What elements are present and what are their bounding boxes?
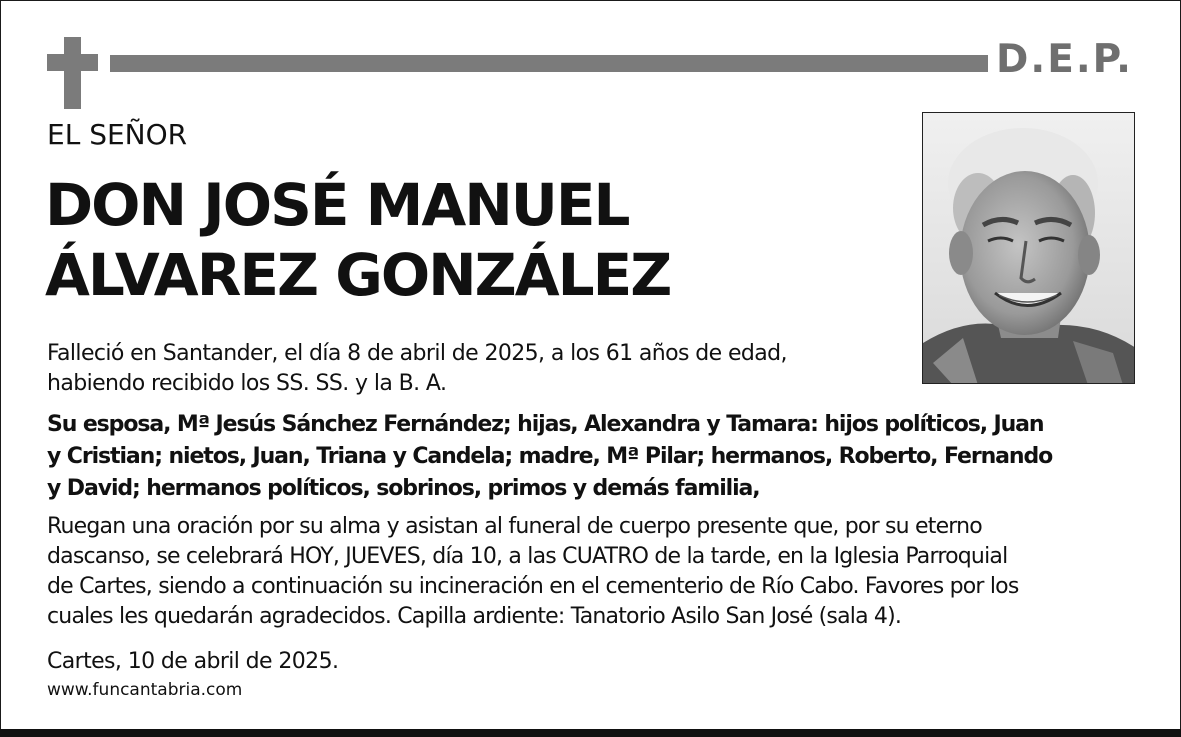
death-notice-line-2: habiendo recibido los SS. SS. y la B. A. xyxy=(47,371,447,396)
website-link[interactable]: www.funcantabria.com xyxy=(47,680,243,700)
deceased-name xyxy=(45,170,670,310)
funeral-line-3: de Cartes, siendo a continuación su incineración en el cementerio de Río Cabo. Favores por los xyxy=(47,574,1019,599)
bottom-border xyxy=(0,729,1181,737)
deceased-name-line-1: DON JOSÉ MANUEL xyxy=(45,171,629,239)
place-date: Cartes, 10 de abril de 2025. xyxy=(47,649,339,674)
funeral-details xyxy=(47,512,1142,632)
family-line-3: y David; hermanos políticos, sobrinos, primos y demás familia, xyxy=(47,476,760,501)
header-rule xyxy=(110,55,988,72)
death-notice-line-1: Falleció en Santander, el día 8 de abril de 2025, a los 61 años de edad, xyxy=(47,341,787,366)
honorific: EL SEÑOR xyxy=(47,118,188,151)
cross-icon xyxy=(47,37,98,109)
funeral-line-4: cuales les quedarán agradecidos. Capilla ardiente: Tanatorio Asilo San José (sala 4). xyxy=(47,604,902,629)
family-line-2: y Cristian; nietos, Juan, Triana y Candela; madre, Mª Pilar; hermanos, Roberto, Fernando xyxy=(47,444,1053,469)
dep-label: D.E.P. xyxy=(996,37,1133,82)
funeral-line-2: dascanso, se celebrará HOY, JUEVES, día 10, a las CUATRO de la tarde, en la Iglesia Parroquial xyxy=(47,544,1008,569)
deceased-name-line-2: ÁLVAREZ GONZÁLEZ xyxy=(45,241,671,309)
family-list xyxy=(47,409,1142,505)
funeral-line-1: Ruegan una oración por su alma y asistan al funeral de cuerpo presente que, por su eterno xyxy=(47,514,982,539)
death-notice xyxy=(47,339,1142,399)
family-line-1: Su esposa, Mª Jesús Sánchez Fernández; hijas, Alexandra y Tamara: hijos políticos, Juan xyxy=(47,412,1044,437)
